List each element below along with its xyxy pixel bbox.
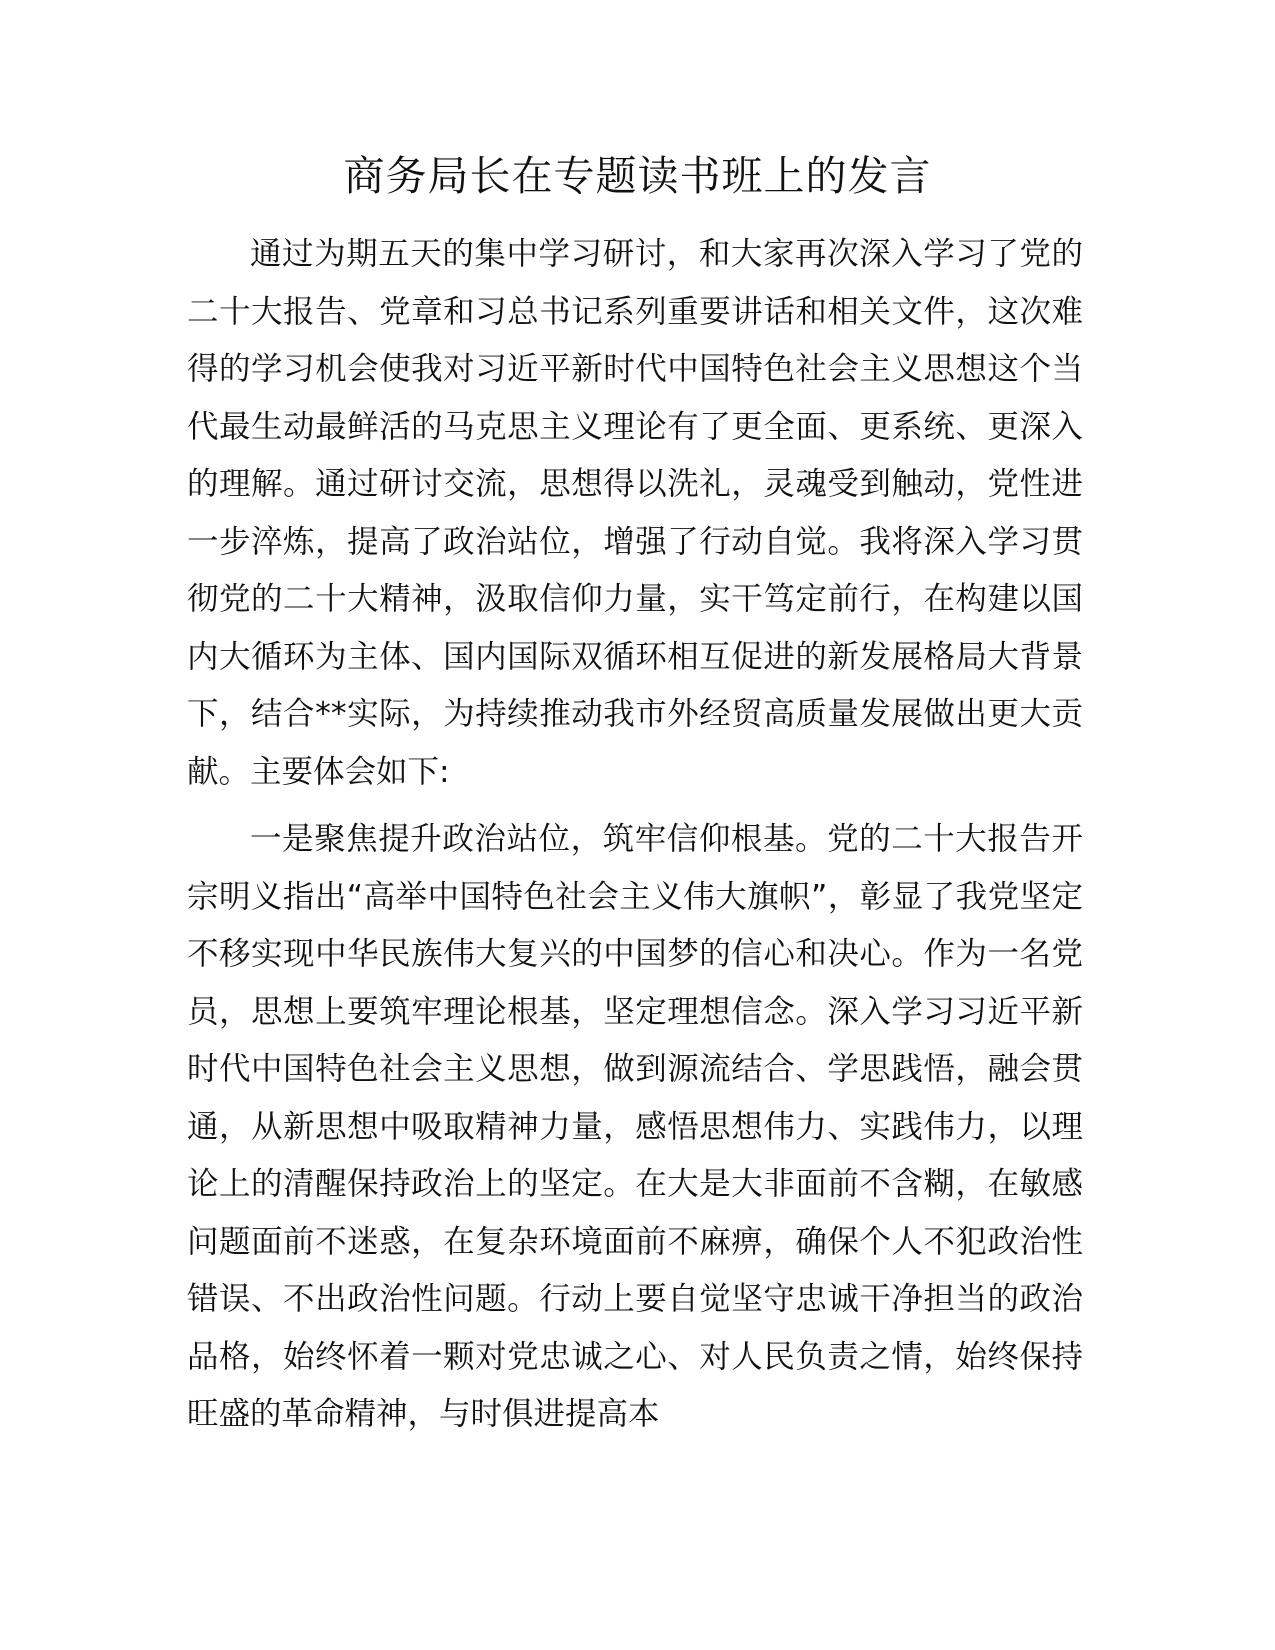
document-title: 商务局长在专题读书班上的发言 — [343, 152, 932, 200]
paragraph-point-one: 一是聚焦提升政治站位，筑牢信仰根基。党的二十大报告开宗明义指出“高举中国特色社会主义伟大旗帜”，彰显了我党坚定不移实现中华民族伟大复兴的中国梦的信心和决心。作为一名党员，思想上要筑牢理论根基，坚定理想信念。深入学习习近平新时代中国特色社会主义思想，做到源流结合、学思践悟，融会贯通，从新思想中吸取精神力量，感悟思想伟力、实践伟力，以理论上的清醒保持政治上的坚定。在大是大非面前不含糊，在敏感问题面前不迷惑，在复杂环境面前不麻痹，确保个人不犯政治性错误、不出政治性问题。行动上要自觉坚守忠诚干净担当的政治品格，始终怀着一颗对党忠诚之心、对人民负责之情，始终保持旺盛的革命精神，与时俱进提高本 — [187, 821, 1083, 1432]
paragraph-intro: 通过为期五天的集中学习研讨，和大家再次深入学习了党的二十大报告、党章和习总书记系列重要讲话和相关文件，这次难得的学习机会使我对习近平新时代中国特色社会主义思想这个当代最生动最鲜活的马克思主义理论有了更全面、更系统、更深入的理解。通过研讨交流，思想得以洗礼，灵魂受到触动，党性进一步淬炼，提高了政治站位，增强了行动自觉。我将深入学习贯彻党的二十大精神，汲取信仰力量，实干笃定前行，在构建以国内大循环为主体、国内国际双循环相互促进的新发展格局大背景下，结合**实际，为持续推动我市外经贸高质量发展做出更大贡献。主要体会如下: — [187, 236, 1083, 790]
document-body — [187, 226, 1083, 1454]
